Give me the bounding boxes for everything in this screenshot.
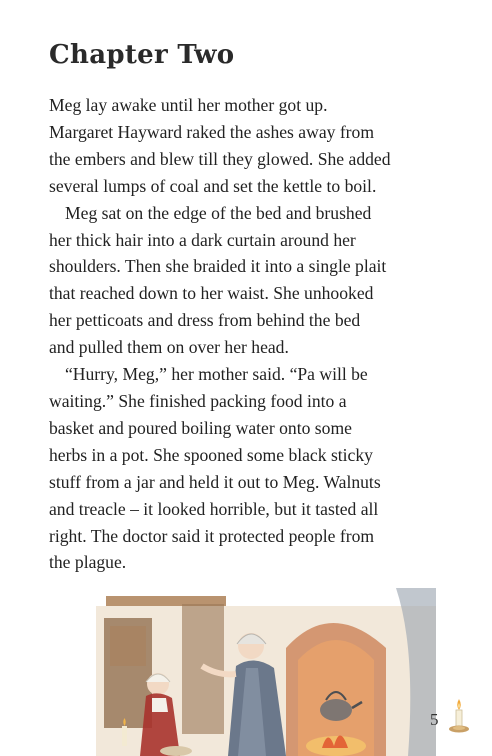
text-line: and treacle – it looked horrible, but it tasted all: [49, 498, 379, 519]
page-number: 5: [430, 710, 439, 729]
text-line: herbs in a pot. She spooned some black sticky: [49, 444, 373, 465]
text-line: and pulled them on over her head.: [49, 337, 289, 358]
text-line: that reached down to her waist. She unhooked: [49, 283, 374, 304]
text-line: Meg sat on the edge of the bed and brushed: [65, 202, 372, 223]
text-line: basket and poured boiling water onto some: [49, 417, 352, 438]
text-line: several lumps of coal and set the kettle to boil.: [49, 175, 377, 196]
chapter-title: Chapter Two: [49, 40, 235, 70]
candle-icon: [448, 697, 470, 737]
text-line: Margaret Hayward raked the ashes away from: [49, 121, 375, 142]
text-line: shoulders. Then she braided it into a single plait: [49, 256, 387, 277]
text-line: waiting.” She finished packing food into a: [49, 390, 347, 411]
chapter-body: [49, 92, 449, 576]
text-line: Meg lay awake until her mother got up.: [49, 95, 328, 115]
text-line: her thick hair into a dark curtain around her: [49, 229, 356, 250]
text-line: “Hurry, Meg,” her mother said. “Pa will be: [65, 364, 368, 385]
kitchen-scene-illustration: [96, 588, 436, 756]
text-line: the plague.: [49, 552, 127, 573]
text-line: stuff from a jar and held it out to Meg. Walnuts: [49, 471, 381, 492]
text-line: right. The doctor said it protected people from: [49, 525, 375, 546]
text-line: the embers and blew till they glowed. She added: [49, 148, 391, 169]
text-line: her petticoats and dress from behind the bed: [49, 310, 361, 331]
